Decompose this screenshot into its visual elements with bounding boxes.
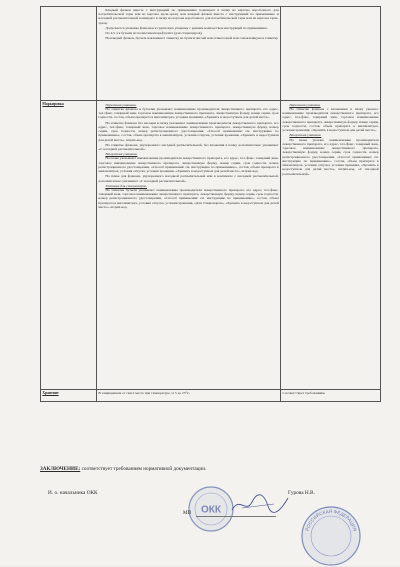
marking-paragraph: На пачке для флакона, укупоренного насадкой распылительной или в комплекте с насадкой распылительной, дополнительно указывают «С насадкой распылительной». [98, 174, 279, 183]
okk-stamp [186, 484, 236, 534]
signature-scribble [230, 492, 290, 516]
marking-subheading: Первичная упаковка. [289, 102, 321, 107]
marking-text-cell [97, 101, 281, 390]
marking-result-cell [281, 101, 381, 390]
packaging-paragraph: По 4,5 л в бутыли из полиэтилентерефталата (для стационаров). [105, 30, 203, 35]
storage-row [41, 390, 381, 402]
marking-paragraph: На этикетке флакона с вложением в пачку указано: наименование производителя лекарственного препарата, его адрес, тел./факс, товарный знак, торговое наименование лекарственного препарата, лекарственную форму, номер серии, срок годности, состав, объем препарата в миллилитрах, условия хранения, «Хранить в недоступном для детей месте». [282, 106, 379, 133]
storage-text: В защищенном от света месте при температуре от 5 до 25°С. [98, 390, 191, 395]
marking-subheading: Вторичная упаковка. [105, 152, 138, 157]
marking-paragraph: На этикетке флакона без насадки в пачку указывают наименование производителя лекарственного препарата, его адрес, тел./факс, товарный знак, торговое наименование лекарственного препарата, лекарственную форму, номер серии, срок годности, номер регистрационного удостоверения, «Способ применения: см. инструкцию по применению», состав, объем препарата в миллилитрах, условия отпуска, условия хранения, «Хранить в недоступном для детей месте», штрих-код. [98, 120, 279, 142]
conclusion-text: соответствует требованиям нормативной документации. [81, 466, 207, 472]
marking-paragraph: На этикетке бутыли указывают наименование производителя лекарственного препарата, его адрес, тел./факс, товарный знак, торговое наименование лекарственного препарата, лекарственную форму, номер серии, срок годности, номер регистрационного удостоверения, «Способ применения: см. инструкцию по применению», состав, объем препарата в миллилитрах, условия отпуска, условия хранения, «Для стационаров», «Хранить в недоступном для детей месте», штрих-код. [98, 187, 279, 209]
signature-line [196, 516, 276, 517]
packaging-text-cell [97, 7, 281, 101]
storage-result: Соответствует требованиям. [282, 390, 326, 395]
marking-label: Маркировка [42, 101, 64, 106]
marking-label-cell [41, 101, 97, 390]
packaging-row [41, 7, 381, 101]
packaging-result-cell [281, 7, 381, 101]
storage-label: Хранение [42, 390, 59, 395]
storage-text-cell [97, 390, 281, 402]
spec-table [40, 6, 381, 402]
conclusion-label: ЗАКЛЮЧЕНИЕ: [40, 466, 81, 472]
packaging-paragraph: Допускается упаковка флаконов в групповую упаковку с равным количеством инструкций по применению. [105, 25, 268, 30]
signer-name: Гурова Н.В. [288, 490, 315, 496]
marking-row [41, 101, 381, 390]
marking-subheading: Вторичная упаковка. [289, 133, 322, 138]
marking-paragraph: На этикетке флакона и бутылки указывают наименование производителя лекарственного препарата, его адрес, тел./факс, товарный знак, торговое наименование лекарственного препарата, лекарственную форму, номер серии, срок годности, состав, объем препарата в миллилитрах, условия хранения, «Хранить в недоступном для детей месте». [98, 106, 279, 120]
packaging-paragraph: Каждый флакон вместе с инструкцией по применению помещают в пачку из картона коробочного для потребительской тары или из картона хром-эрзац; или каждый флакон вместе с инструкцией по применению и насадкой распылительной помещают в пачку из картона коробочного для потребительской тары или из картона хром-эрзац. [98, 7, 279, 25]
marking-paragraph: На пачке указано наименование производителя лекарственного препарата, его адрес, тел./факс, товарный знак, торговое наименование лекарственного препарата, лекарственную форму, номер серии, срок годности, номер регистрационного удостоверения, «Способ применения: см. инструкцию по применению», состав, объем препарата в миллилитрах, условия отпуска, условия хранения, «Хранить в недоступном для детей месте», штрих-код, «С насадкой распылительной». [282, 137, 379, 176]
storage-result-cell [281, 390, 381, 402]
okk-stamp-text: ОКК [201, 504, 221, 516]
storage-label-cell [41, 390, 97, 402]
federation-stamp-text: РОССИЙСКАЯ ФЕДЕРАЦИЯ [304, 508, 358, 532]
conclusion [40, 466, 380, 472]
mp-label: МП [183, 511, 192, 516]
federation-stamp [300, 505, 362, 567]
marking-subheading: Упаковка для стационаров. [105, 183, 147, 188]
packaging-label-cell [41, 7, 97, 101]
marking-paragraph: На этикетке флакона, укупоренного насадкой распылительной, без вложения в пачку дополнительно указывают «С насадкой распылительной». [98, 142, 279, 151]
marking-subheading: Первичная упаковка. [105, 102, 137, 107]
signer-title: И. о. начальника ОКК [48, 490, 98, 496]
marking-paragraph: На пачке указывают наименование производителя лекарственного препарата, его адрес, тел./факс, товарный знак, торговое наименование лекарственного препарата, лекарственную форму, номер серии, срок годности, номер регистрационного удостоверения, «Способ применения: см. инструкцию по применению», состав, объем препарата в миллилитрах, условия отпуска, условия хранения, «Хранить в недоступном для детей месте», штрих-код. [98, 156, 279, 174]
packaging-paragraph: На каждый флакон, бутыль наклеивают этикетку из бумаги писчей или этикеточной или самоклеящуюся этикетку. [105, 35, 279, 40]
